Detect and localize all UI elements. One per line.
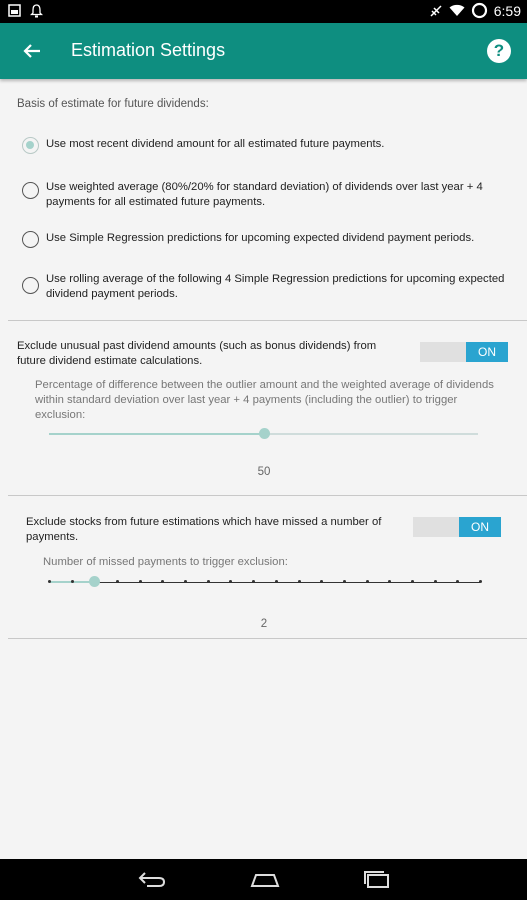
outlier-slider-description: Percentage of difference between the outlier amount and the weighted average of dividends within standard deviation over last year + 4 payments (including the outlier) to trigger exclusion: bbox=[35, 379, 494, 421]
missed-payments-slider[interactable] bbox=[49, 575, 480, 589]
slider-tick bbox=[71, 580, 74, 583]
slider-tick bbox=[139, 580, 142, 583]
slider-tick bbox=[298, 580, 301, 583]
estimate-option-weighted[interactable] bbox=[22, 180, 517, 210]
slider-thumb[interactable] bbox=[89, 576, 100, 587]
slider-tick bbox=[207, 580, 210, 583]
exclude-unusual-label: Exclude unusual past dividend amounts (such as bonus dividends) from future dividend estimate calculations. bbox=[17, 340, 377, 367]
slider-tick bbox=[411, 580, 414, 583]
slider-tick bbox=[388, 580, 391, 583]
slider-tick bbox=[320, 580, 323, 583]
estimate-option-regression[interactable] bbox=[22, 231, 517, 248]
status-bar bbox=[0, 0, 527, 23]
slider-thumb[interactable] bbox=[259, 428, 270, 439]
estimate-option-rolling[interactable] bbox=[22, 272, 517, 302]
option-label: Use weighted average (80%/20% for standard deviation) of dividends over last year + 4 payments for all estimated future payments. bbox=[46, 181, 483, 208]
radio-button-selected[interactable] bbox=[22, 137, 39, 154]
exclude-missed-label: Exclude stocks from future estimations which have missed a number of payments. bbox=[26, 516, 382, 543]
slider-tick bbox=[275, 580, 278, 583]
slider-tick bbox=[366, 580, 369, 583]
slider-fill bbox=[49, 433, 264, 435]
back-arrow-icon[interactable] bbox=[20, 39, 44, 63]
slider-tick bbox=[252, 580, 255, 583]
navigation-bar bbox=[0, 859, 527, 900]
outlier-slider-value: 50 bbox=[257, 466, 271, 478]
nav-recents-icon[interactable] bbox=[362, 869, 392, 889]
divider bbox=[8, 320, 527, 321]
nav-home-icon[interactable] bbox=[248, 869, 282, 889]
radio-button[interactable] bbox=[22, 231, 39, 248]
slider-tick bbox=[161, 580, 164, 583]
app-bar bbox=[0, 23, 527, 79]
page-title: Estimation Settings bbox=[71, 40, 226, 60]
option-label: Use Simple Regression predictions for upcoming expected dividend payment periods. bbox=[46, 232, 475, 244]
signal-off-icon bbox=[429, 4, 443, 18]
notification-bell-icon bbox=[30, 4, 43, 18]
nav-back-icon[interactable] bbox=[137, 869, 167, 889]
missed-slider-value: 2 bbox=[260, 618, 268, 630]
status-time: 6:59 bbox=[493, 2, 521, 19]
toggle-on-label: ON bbox=[459, 517, 501, 537]
screenshot-icon bbox=[8, 4, 21, 17]
wifi-icon bbox=[449, 4, 465, 17]
radio-button[interactable] bbox=[22, 277, 39, 294]
slider-tick bbox=[184, 580, 187, 583]
slider-tick bbox=[48, 580, 51, 583]
radio-button[interactable] bbox=[22, 182, 39, 199]
option-label: Use most recent dividend amount for all estimated future payments. bbox=[46, 138, 385, 150]
option-label: Use rolling average of the following 4 Simple Regression predictions for upcoming expected dividend payment periods. bbox=[46, 273, 505, 300]
estimate-option-recent[interactable] bbox=[22, 137, 517, 154]
slider-tick bbox=[479, 580, 482, 583]
slider-tick bbox=[116, 580, 119, 583]
battery-icon bbox=[471, 2, 488, 19]
slider-tick bbox=[434, 580, 437, 583]
exclude-missed-toggle[interactable] bbox=[413, 517, 501, 537]
help-icon[interactable]: ? bbox=[487, 39, 511, 63]
exclude-unusual-toggle[interactable] bbox=[420, 342, 508, 362]
toggle-on-label: ON bbox=[466, 342, 508, 362]
slider-tick bbox=[456, 580, 459, 583]
slider-track bbox=[49, 582, 480, 583]
divider bbox=[8, 638, 527, 639]
outlier-percentage-slider[interactable] bbox=[49, 427, 478, 441]
section-label: Basis of estimate for future dividends: bbox=[17, 98, 209, 110]
missed-slider-description: Number of missed payments to trigger exclusion: bbox=[43, 556, 288, 568]
divider bbox=[8, 495, 527, 496]
slider-tick bbox=[343, 580, 346, 583]
